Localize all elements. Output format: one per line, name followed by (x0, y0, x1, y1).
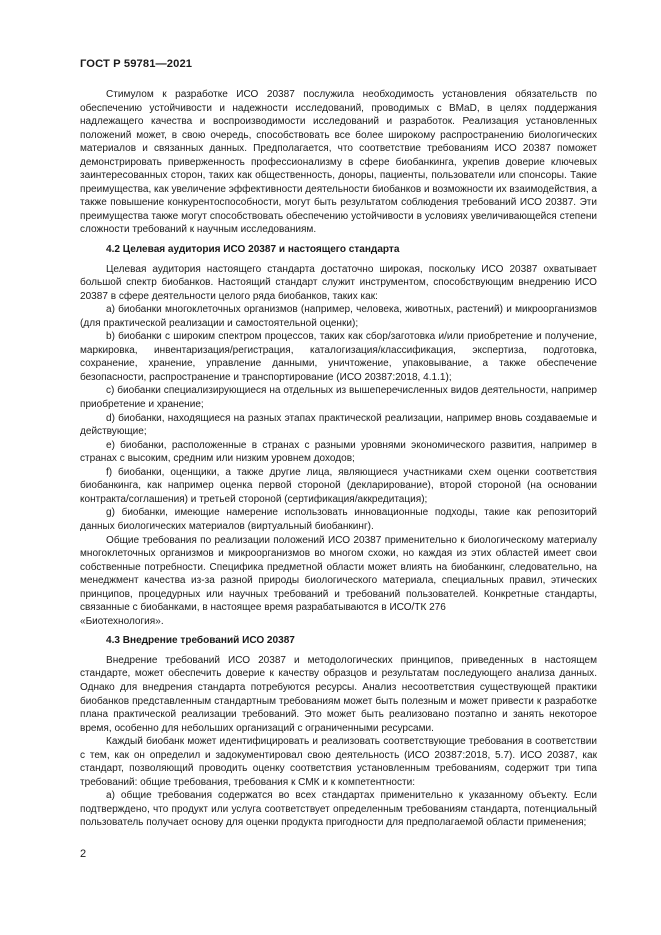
page-body (80, 88, 597, 830)
paragraph-each-biobank: Каждый биобанк может идентифицировать и реализовать соответствующие требования в соответствии с тем, как он определил и задокументировал свою деятельность (ИСО 20387:2018, 5.7). ИСО 20387, как стандарт, позволяющий проводить оценку соответствия установленным требованиям, содержит три типа требований: общие требования, требования к СМК и к компетентности: (80, 736, 597, 788)
paragraph-intro: Стимулом к разработке ИСО 20387 послужила необходимость установления обязательств по обеспечению устойчивости и надежности исследований, проводимых с BMaD, в целях поддержания надлежащего качества и воспроизводимости исследований и разработок. Реализация установленных положений может, в свою очередь, способствовать все более широкому распространению биологических материалов и связанных данных. Предполагается, что соответствие требованиям ИСО 20387 поможет демонстрировать приверженность профессионализму в сфере биобанкинга, укрепив доверие ключевых заинтересованных сторон, таких как общественность, доноры, пациенты, пользователи или спонсоры. Такие преимущества, как увеличение эффективности деятельности биобанков и возможности их взаимодействия, а также повышение конкурентоспособности, могут быть результатом соблюдения требований ИСО 20387. Эти преимущества также могут способствовать обеспечению устойчивости в условиях увеличивающейся степени сложности требований к научным исследованиям. (80, 89, 597, 236)
list-item-b: b) биобанки с широким спектром процессов, таких как сбор/заготовка и/или приобретение и получение, маркировка, инвентаризация/регистрация, каталогизация/классификация, экспертиза, подготовка, сохранение, хранение, управление данными, уничтожение, упаковывание, а также обеспечение безопасности, распространение и транспортирование (ИСО 20387:2018, 4.1.1); (80, 331, 597, 383)
section-heading-4-2: 4.2 Целевая аудитория ИСО 20387 и настоящего стандарта (106, 244, 400, 256)
list-item-a: a) биобанки многоклеточных организмов (например, человека, животных, растений) и микроорганизмов (для практической реализации и самостоятельной оценки); (80, 304, 597, 329)
page-number: 2 (80, 848, 87, 860)
paragraph-biotech: «Биотехнология». (80, 615, 164, 627)
list-item-d: d) биобанки, находящиеся на разных этапах практической реализации, например вновь создаваемые и действующие; (80, 412, 597, 438)
list-item-a-general: a) общие требования содержатся во всех стандартах применительно к указанному объекту. Если подтверждено, что продукт или услуга соответствует определенным требованиям стандарта, потенциальный пользователь получает основу для оценки продукта пригодности для предполагаемой области применения; (80, 790, 597, 829)
list-item-e: e) биобанки, расположенные в странах с разными уровнями экономического развития, например в странах с высоким, средним или низким уровнем доходов; (80, 439, 597, 465)
list-item-c: c) биобанки специализирующиеся на отдельных из вышеперечисленных видов деятельности, например приобретение и хранение; (80, 385, 597, 411)
section-heading-4-3: 4.3 Внедрение требований ИСО 20387 (106, 635, 295, 647)
paragraph-audience: Целевая аудитория настоящего стандарта достаточно широкая, поскольку ИСО 20387 охватывает большой спектр биобанков. Настоящий стандарт служит инструментом, способствующим внедрению ИСО 20387 в сфере деятельности целого ряда биобанков, таких как: (80, 263, 597, 302)
list-item-f: f) биобанки, оценщики, а также другие лица, являющиеся участниками схем оценки соответствия биобанкинга, как например оценка первой стороной (декларирование), второй стороной (на основании контракта/соглашения) и третьей стороной (сертификация/аккредитация); (80, 466, 597, 505)
paragraph-general-requirements: Общие требования по реализации положений ИСО 20387 применительно к биологическому материалу многоклеточных организмов и микроорганизмов во многом схожи, но каждая из этих областей имеет свои собственные потребности. Специфика предметной области может влиять на биобанкинг, следовательно, на менеджмент качества из-за разной природы биологического материала, специальных правил, этических принципов, процедурных или научных требований и требований пользователей. Конкретные стандарты, связанные с биобанками, в настоящее время разрабатываются в ИСО/ТК 276 (80, 534, 597, 614)
standard-header: ГОСТ Р 59781—2021 (80, 58, 193, 70)
list-item-g: g) биобанки, имеющие намерение использовать инновационные подходы, такие как репозиторий данных биологических материалов (виртуальный биобанкинг). (80, 507, 597, 532)
paragraph-implementation: Внедрение требований ИСО 20387 и методологических принципов, приведенных в настоящем стандарте, может обеспечить доверие к качеству образцов и результатам последующего анализа данных. Однако для внедрения стандарта потребуются ресурсы. Анализ несоответствия существующей практики биобанков представленным стандартным требованиям может быть полезным и может привести к разработке плана практической реализации требований. Это может быть реализовано поэтапно и занять некоторое время, особенно для небольших организаций с ограниченными ресурсами. (80, 654, 597, 734)
